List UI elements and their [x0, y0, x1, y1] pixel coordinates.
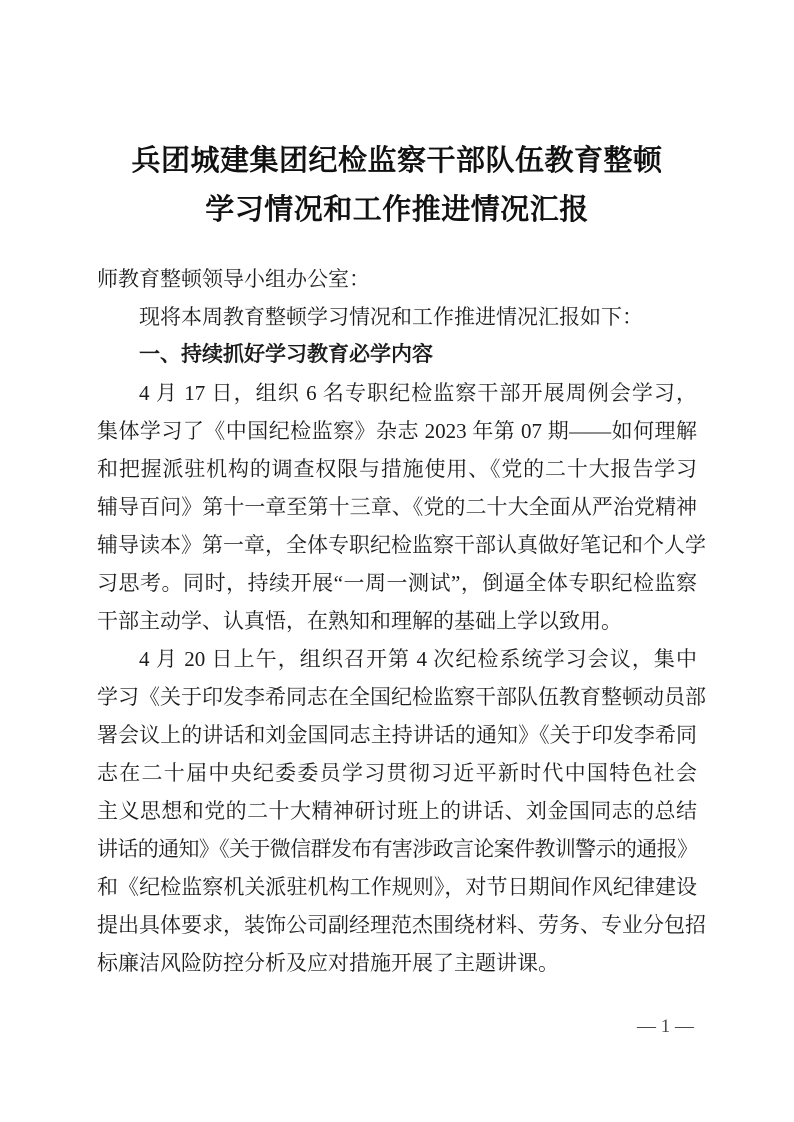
body-line: 署会议上的讲话和刘金国同志主持讲话的通知》《关于印发李希同: [97, 723, 697, 747]
body-line: 标廉洁风险防控分析及应对措施开展了主题讲课。: [97, 951, 559, 975]
body-line: 4 月 17 日，组织 6 名专职纪检监察干部开展周例会学习，: [139, 381, 697, 405]
body-line: 讲话的通知》《关于微信群发布有害涉政言论案件教训警示的通报》: [97, 837, 697, 861]
body-line: 和把握派驻机构的调查权限与措施使用、《党的二十大报告学习: [97, 457, 697, 481]
document-body: [97, 260, 706, 982]
document-title-line-2: 学习情况和工作推进情况汇报: [205, 194, 589, 226]
section-heading: 一、持续抓好学习教育必学内容: [139, 343, 433, 366]
body-line: 4 月 20 日上午，组织召开第 4 次纪检系统学习会议，集中: [139, 647, 697, 671]
body-line: 和《纪检监察机关派驻机构工作规则》，对节日期间作风纪律建设: [97, 875, 697, 899]
body-line: 主义思想和党的二十大精神研讨班上的讲话、刘金国同志的总结: [97, 799, 697, 823]
body-line: 辅导百问》第十一章至第十三章、《党的二十大全面从严治党精神: [97, 495, 697, 519]
body-line: 习思考。同时，持续开展“一周一测试”，倒逼全体专职纪检监察: [97, 571, 697, 595]
body-line: 学习《关于印发李希同志在全国纪检监察干部队伍教育整顿动员部: [97, 685, 706, 709]
body-line: 干部主动学、认真悟，在熟知和理解的基础上学以致用。: [97, 609, 622, 633]
body-line: 集体学习了《中国纪检监察》杂志 2023 年第 07 期——如何理解: [97, 419, 697, 443]
body-line: 志在二十届中央纪委委员学习贯彻习近平新时代中国特色社会: [97, 761, 697, 785]
body-line: 辅导读本》第一章，全体专职纪检监察干部认真做好笔记和个人学: [97, 533, 706, 557]
salutation-line: 师教育整顿领导小组办公室：: [97, 267, 370, 291]
document-title: [97, 137, 697, 235]
body-line: 提出具体要求，装饰公司副经理范杰围绕材料、劳务、专业分包招: [97, 913, 706, 937]
page-number: — 1 —: [637, 1016, 694, 1037]
document-title-line-1: 兵团城建集团纪检监察干部队伍教育整顿: [131, 145, 663, 177]
intro-line: 现将本周教育整顿学习情况和工作推进情况汇报如下：: [139, 305, 643, 329]
